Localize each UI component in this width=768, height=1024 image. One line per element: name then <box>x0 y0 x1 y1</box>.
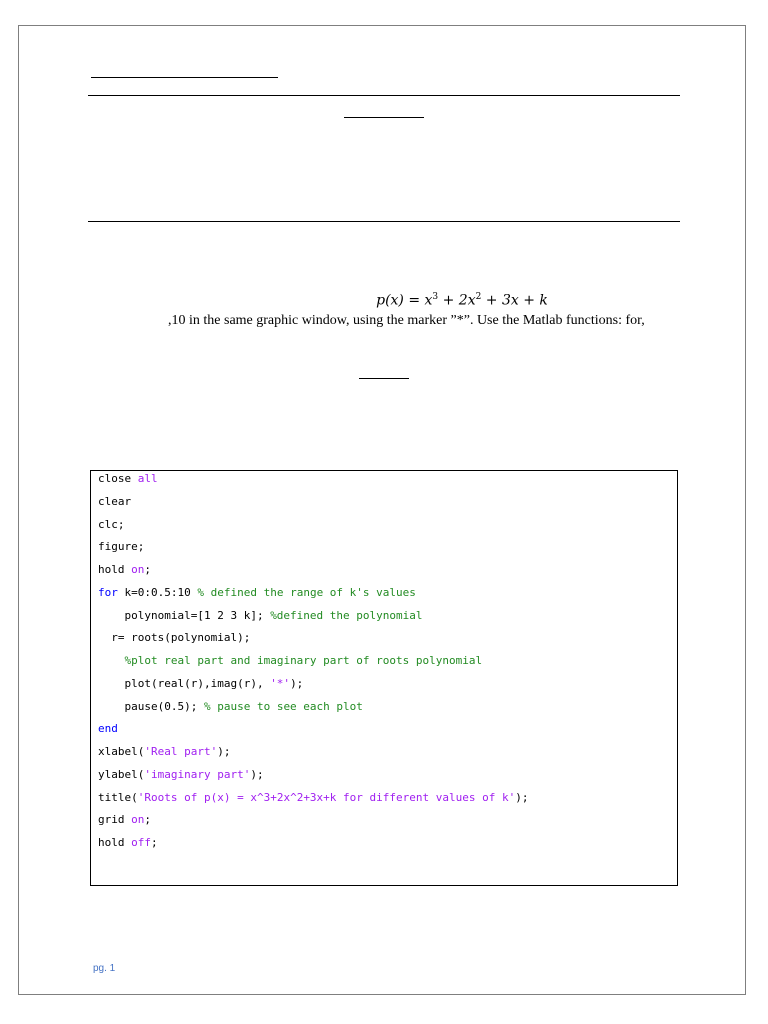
code-token: pause(0.5); <box>98 699 204 713</box>
code-token: xlabel( <box>98 745 145 758</box>
code-token: 'Roots of p(x) = x^3+2x^2+3x+k for different values of k' <box>137 790 516 804</box>
code-token: ylabel( <box>98 767 145 781</box>
code-token: ; <box>144 813 151 827</box>
formula-exponent-3: 3 <box>432 292 439 302</box>
code-token: ); <box>217 745 231 758</box>
code-token: on <box>131 563 145 576</box>
code-token: for <box>98 585 118 599</box>
formula-exponent-2: 2 <box>475 292 482 302</box>
code-token: off <box>131 836 151 849</box>
code-token: k=0:0.5:10 <box>117 585 198 599</box>
code-line <box>98 494 131 516</box>
code-token: ; <box>144 563 151 576</box>
code-token: figure; <box>98 540 145 554</box>
formula-lhs: p(x) = x <box>376 292 433 309</box>
code-token: %plot real part and imaginary part of roots polynomial <box>124 654 483 667</box>
code-line <box>98 539 144 561</box>
code-line <box>98 767 264 789</box>
code-token: 'Real part' <box>144 745 218 758</box>
code-line <box>98 517 125 539</box>
code-line <box>98 699 363 721</box>
page-number: pg. 1 <box>93 963 116 974</box>
code-token: ); <box>290 676 304 690</box>
section-rule <box>88 221 680 222</box>
code-line <box>98 812 151 834</box>
code-token: % pause to see each plot <box>203 699 363 713</box>
formula-term-2x: + 2x <box>438 292 476 309</box>
code-token: clear <box>98 494 132 508</box>
code-token: polynomial=[1 2 3 k]; <box>98 608 271 622</box>
polynomial-formula <box>0 292 768 309</box>
code-line <box>98 721 118 743</box>
code-token: on <box>131 813 145 827</box>
code-line <box>98 653 482 675</box>
code-token: ; <box>151 836 158 849</box>
code-token: end <box>98 722 118 736</box>
code-token: %defined the polynomial <box>270 608 423 622</box>
code-token: title( <box>98 790 138 804</box>
code-token: ); <box>250 767 264 781</box>
header-short-rule <box>91 77 278 78</box>
code-token: hold <box>98 836 132 849</box>
code-token: plot(real(r),imag(r), <box>98 676 271 690</box>
code-token: ); <box>515 790 529 804</box>
code-line <box>98 562 151 584</box>
code-token: 'imaginary part' <box>144 767 251 781</box>
code-line <box>98 630 250 652</box>
code-line <box>98 585 416 607</box>
code-line <box>98 471 158 493</box>
code-token: hold <box>98 563 132 576</box>
code-token: '*' <box>270 676 291 690</box>
code-block <box>90 470 678 886</box>
code-token: grid <box>98 813 132 827</box>
subheading-underline <box>359 378 409 379</box>
instruction-text: ,10 in the same graphic window, using the marker ”*”. Use the Matlab functions: for, <box>168 313 645 328</box>
title-underline <box>344 117 424 118</box>
formula-rest: + 3x + k <box>481 292 548 309</box>
code-line <box>98 835 158 857</box>
code-line <box>98 608 423 630</box>
code-token: close <box>98 472 138 485</box>
code-line <box>98 676 303 698</box>
code-token: % defined the range of k's values <box>197 585 416 599</box>
code-line <box>98 744 230 766</box>
code-token: r= roots(polynomial); <box>98 631 251 645</box>
code-token: all <box>137 472 158 485</box>
code-token <box>98 654 125 667</box>
code-token: clc; <box>98 517 125 531</box>
code-line <box>98 790 529 812</box>
header-long-rule <box>88 95 680 96</box>
